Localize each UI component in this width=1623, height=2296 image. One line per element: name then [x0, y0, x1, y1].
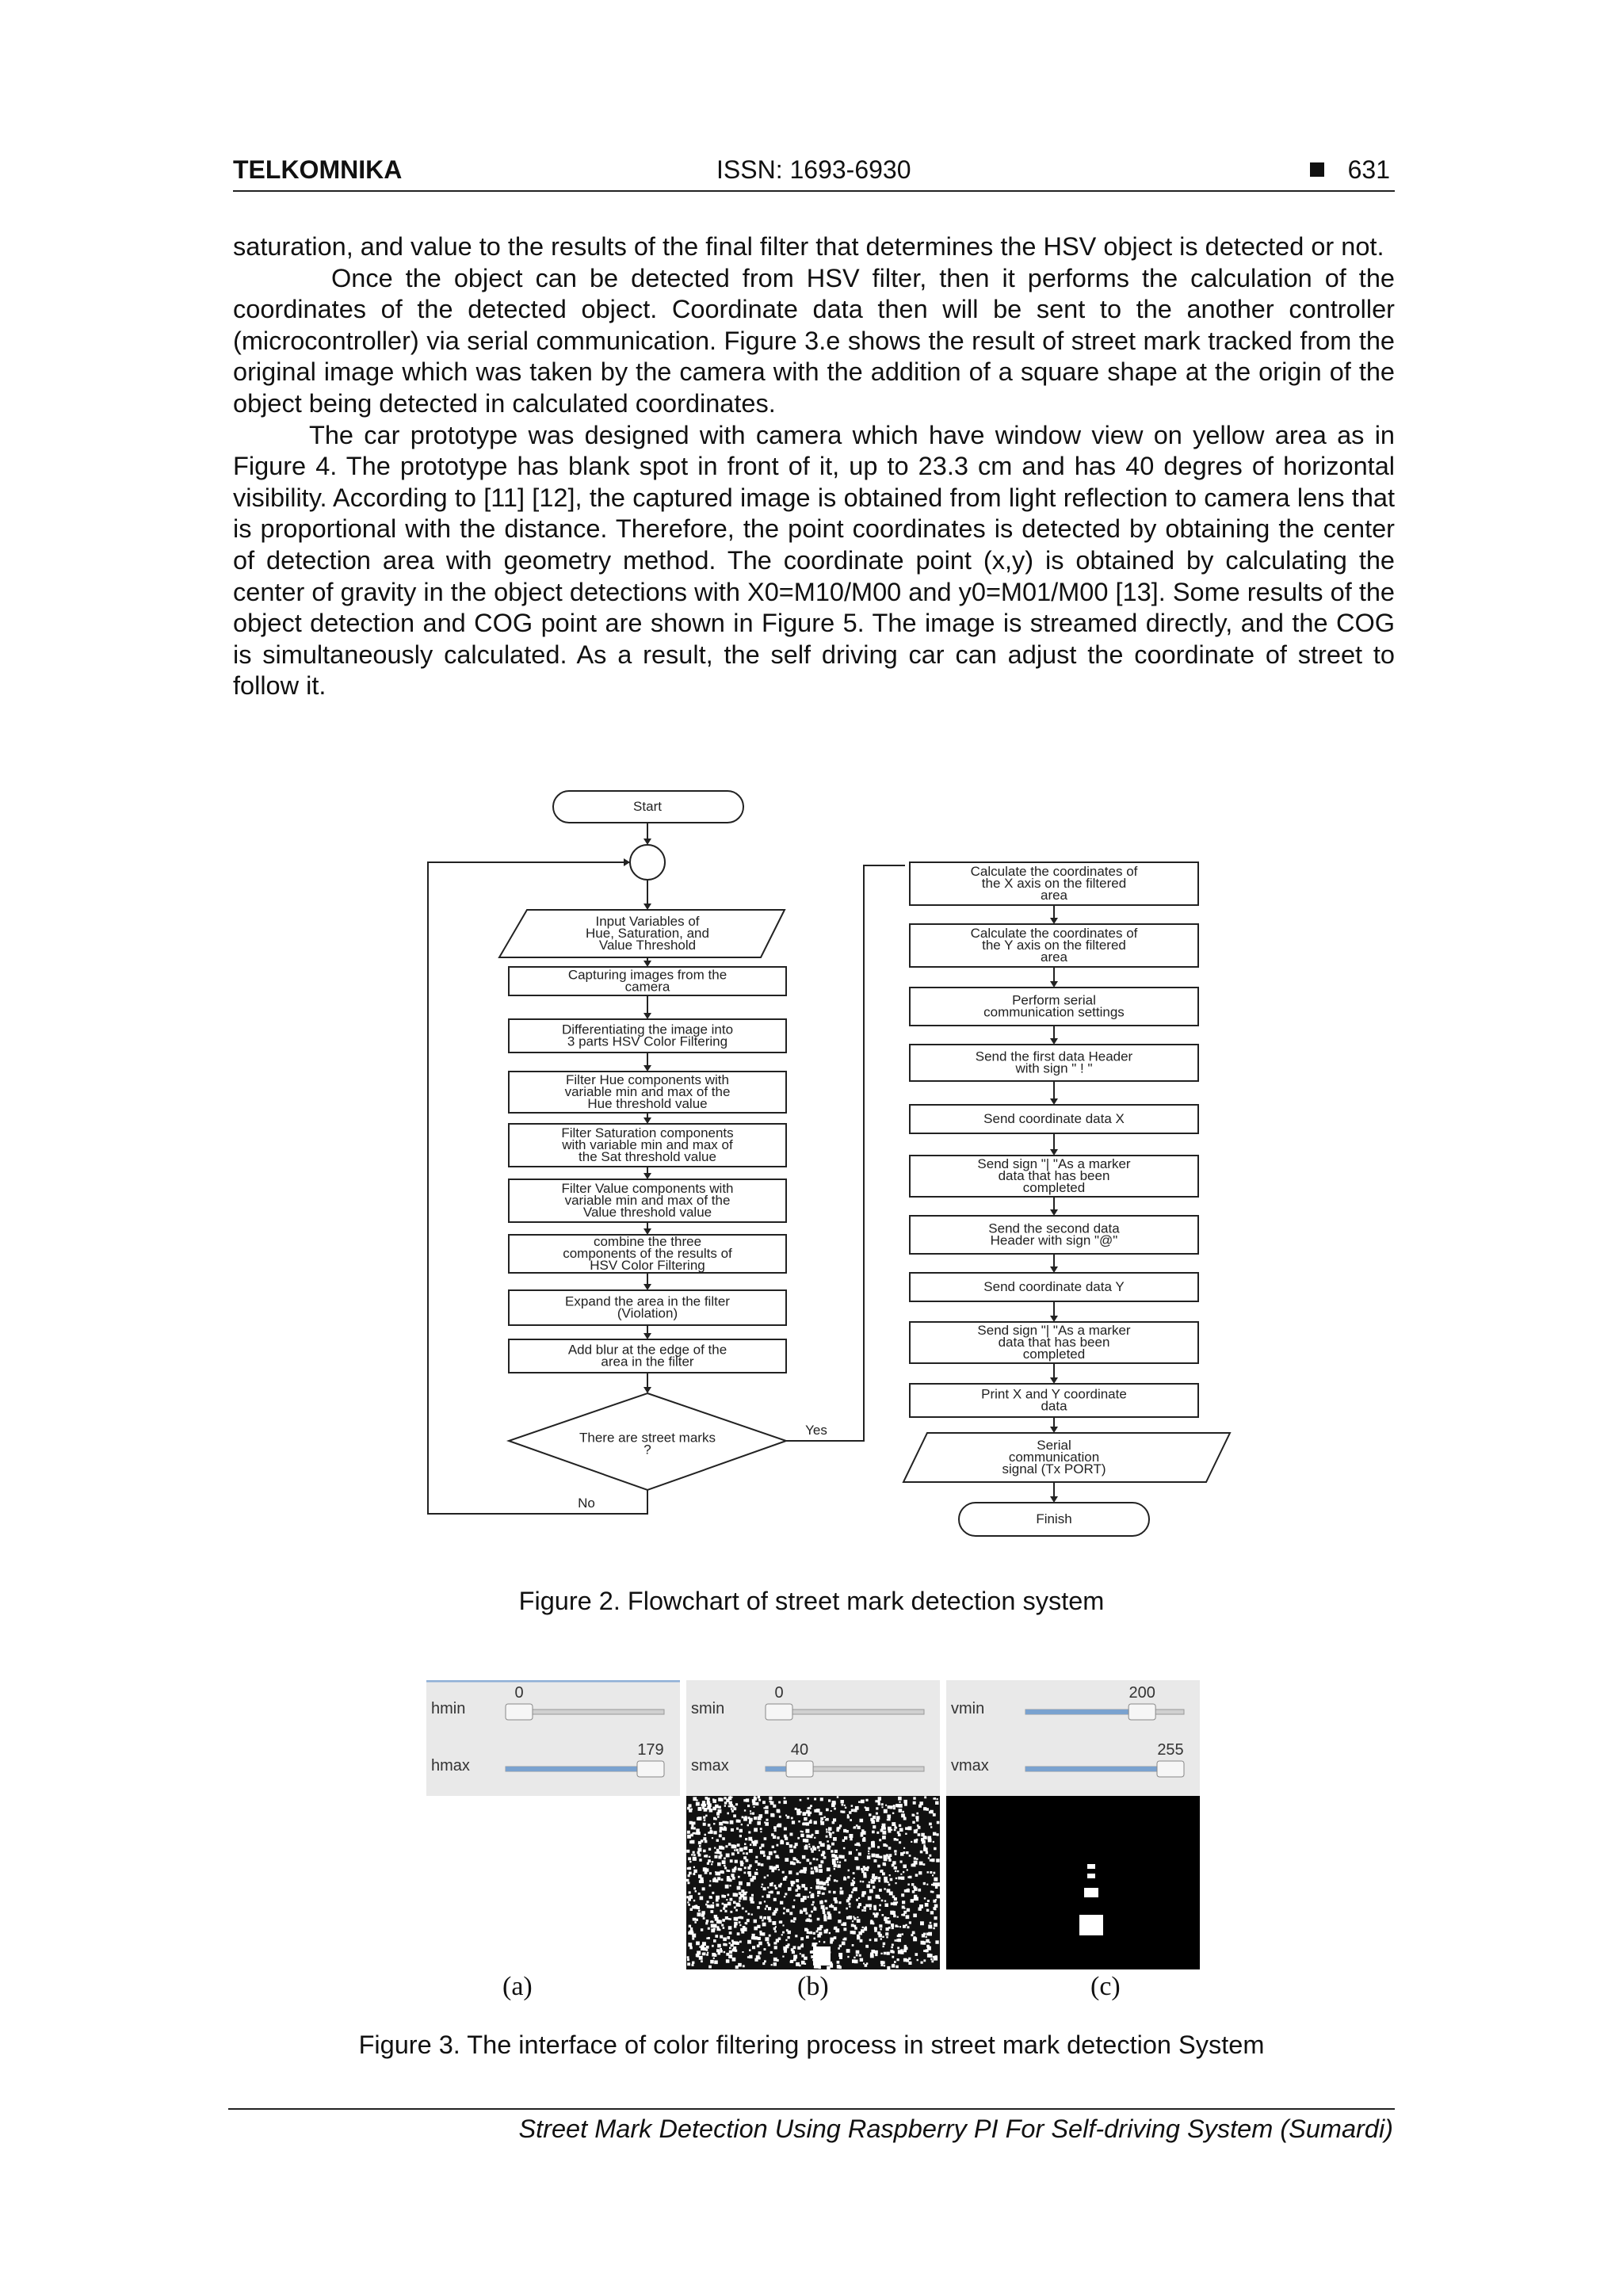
page-number: 631: [1347, 155, 1390, 184]
flow-step-label: Value threshold value: [582, 1205, 712, 1220]
square-bullet-icon: [1310, 162, 1324, 177]
page-header: [233, 155, 1395, 192]
figure3-caption: Figure 3. The interface of color filtering process in street mark detection System: [358, 2030, 1265, 2059]
arrowhead-icon: [1050, 1209, 1058, 1216]
trackbar-name: hmin: [431, 1700, 466, 1717]
arrowhead-icon: [1050, 1266, 1058, 1273]
flow-step-label: Send the second data: [988, 1221, 1120, 1236]
trackbar-value: 0: [514, 1684, 524, 1702]
trackbar-fill: [1025, 1767, 1157, 1771]
flow-step-label: with variable min and max of: [562, 1137, 733, 1152]
trackbar-handle: [1157, 1761, 1184, 1777]
flow-step-label: Capturing images from the: [567, 967, 727, 983]
arrowhead-icon: [1050, 1496, 1058, 1503]
flow-step-label: Value Threshold: [598, 938, 697, 953]
arrowhead-icon: [643, 839, 651, 845]
arrowhead-icon: [643, 1065, 651, 1072]
flow-step-label: Calculate the coordinates of: [970, 926, 1138, 941]
arrowhead-icon: [643, 961, 651, 967]
arrowhead-icon: [1050, 1377, 1058, 1384]
figure2-caption: Figure 2. Flowchart of street mark detection system: [518, 1587, 1105, 1615]
finish-label: Finish: [1036, 1511, 1072, 1526]
blank-image-area: [426, 1796, 680, 1969]
flow-step-label: data: [1041, 1398, 1067, 1414]
flow-step-label: combine the three: [593, 1234, 702, 1249]
trackbar-value: 255: [1157, 1741, 1184, 1759]
arrowhead-icon: [643, 1013, 651, 1019]
flow-step-label: Send coordinate data Y: [983, 1279, 1125, 1294]
flow-step-label: the Sat threshold value: [579, 1149, 716, 1164]
trackbar-name: smin: [691, 1700, 725, 1717]
trackbar-handle: [1128, 1704, 1155, 1720]
trackbar-panel: [686, 1680, 940, 1796]
flow-step-label: Filter Value components with: [561, 1181, 734, 1196]
page-footer: [228, 2108, 1395, 2143]
binary-image-filtered: [946, 1796, 1200, 1969]
flow-step-label: Differentiating the image into: [561, 1022, 734, 1037]
flow-step-label: Print X and Y coordinate: [981, 1386, 1127, 1402]
paragraph-2: Once the object can be detected from HSV filter, then it performs the calculation of the coordinates of the detected object. Coordinate data then will be sent to the another controller (microcontroller) via serial communication. Figure 3.e shows the result of street mark tracked from the original image which was taken by the camera with the addition of a square shape at the origin of the object being detected in calculated coordinates.: [233, 263, 1395, 418]
flow-step-label: area in the filter: [601, 1354, 694, 1370]
arrowhead-icon: [643, 1387, 651, 1393]
flow-step-label: camera: [624, 979, 670, 995]
flow-step-label: variable min and max of the: [564, 1193, 731, 1208]
flow-step-label: Send coordinate data X: [983, 1111, 1125, 1126]
arrowhead-icon: [1050, 1038, 1058, 1045]
trackbar-name: smax: [691, 1757, 729, 1775]
flow-step-label: Expand the area in the filter: [565, 1293, 730, 1309]
start-label: Start: [633, 799, 662, 814]
subfigure-b-label: (b): [797, 1972, 829, 2001]
arrowhead-icon: [643, 1173, 651, 1179]
flow-step-label: Add blur at the edge of the: [567, 1342, 727, 1358]
subfigure-c-label: (c): [1090, 1972, 1121, 2001]
trackbar-fill: [1025, 1710, 1128, 1714]
trackbar-value: 179: [637, 1741, 664, 1759]
trackbar-value: 40: [790, 1741, 809, 1759]
yes-path-line: [786, 865, 905, 1441]
arrowhead-icon: [1050, 1149, 1058, 1156]
flow-step-label: components of the results of: [563, 1246, 732, 1261]
flow-step-label: Serial: [1037, 1438, 1071, 1453]
flow-step-label: variable min and max of the: [564, 1084, 731, 1099]
trackbar-value: 200: [1128, 1684, 1155, 1702]
color-filter-figure: [426, 1680, 1200, 1969]
trackbar-handle: [637, 1761, 664, 1777]
flow-step-label: HSV Color Filtering: [590, 1258, 705, 1273]
trackbar-panel: [946, 1680, 1200, 1796]
trackbar-fill: [506, 1767, 637, 1771]
issn: ISSN: 1693-6930: [716, 155, 911, 184]
arrowhead-icon: [643, 1117, 651, 1124]
flow-step-label: Hue threshold value: [587, 1096, 708, 1111]
arrowhead-icon: [643, 1333, 651, 1339]
decision-label: ?: [643, 1442, 651, 1457]
flow-step-label: data that has been: [998, 1168, 1110, 1183]
flow-step-label: Header with sign "@": [990, 1232, 1118, 1248]
yes-label: Yes: [805, 1423, 827, 1438]
arrowhead-icon: [643, 1284, 651, 1290]
footer-title: Street Mark Detection Using Raspberry PI For Self-driving System (Sumardi): [518, 2115, 1393, 2143]
loop-connector: [630, 845, 665, 880]
flow-step-label: Hue, Saturation, and: [586, 926, 709, 941]
paragraph-1: saturation, and value to the results of the final filter that determines the HSV object is detected or not.: [233, 232, 1384, 261]
flow-step-label: Send the first data Header: [975, 1049, 1133, 1064]
no-label: No: [578, 1496, 595, 1511]
flow-step-label: area: [1040, 888, 1068, 903]
trackbar-name: vmin: [951, 1700, 985, 1717]
arrowhead-icon: [643, 904, 651, 910]
flow-step-label: Filter Saturation components: [561, 1125, 734, 1140]
flow-step-label: data that has been: [998, 1335, 1110, 1350]
flow-step-label: signal (Tx PORT): [1002, 1461, 1106, 1477]
flow-step-label: (Violation): [617, 1305, 678, 1321]
trackbar-value: 0: [774, 1684, 784, 1702]
street-mark-blob: [1087, 1864, 1095, 1869]
arrowhead-icon: [1050, 981, 1058, 988]
flow-step-label: 3 parts HSV Color Filtering: [567, 1033, 728, 1049]
subfigure-a-label: (a): [502, 1972, 533, 2001]
arrowhead-icon: [624, 858, 630, 866]
flow-step-label: Send sign "| "As a marker: [977, 1156, 1131, 1171]
flow-step-label: communication settings: [983, 1004, 1125, 1020]
flow-step-label: area: [1040, 949, 1068, 965]
flow-step-label: Perform serial: [1012, 992, 1096, 1008]
trackbar-name: vmax: [951, 1757, 989, 1775]
arrowhead-icon: [1050, 1316, 1058, 1322]
flow-step-label: completed: [1022, 1180, 1086, 1195]
flow-step-label: Calculate the coordinates of: [970, 864, 1138, 879]
trackbar-fill: [766, 1767, 786, 1771]
flow-step-label: completed: [1022, 1347, 1086, 1362]
arrowhead-icon: [1050, 1427, 1058, 1433]
trackbar-handle: [766, 1704, 792, 1720]
flow-step-label: Input Variables of: [595, 914, 700, 929]
flow-step-label: communication: [1008, 1450, 1100, 1465]
trackbar-panel: [426, 1680, 680, 1796]
flowchart-figure: [420, 785, 1244, 1561]
body-text: [233, 231, 1395, 702]
street-mark-blob: [1079, 1915, 1103, 1935]
flow-step-label: Send sign "| "As a marker: [977, 1323, 1131, 1338]
arrowhead-icon: [1050, 918, 1058, 924]
page-number-group: [1310, 155, 1390, 185]
street-mark-blob: [813, 1946, 831, 1966]
trackbar-handle: [786, 1761, 813, 1777]
flow-step-label: the X axis on the filtered: [981, 876, 1127, 891]
decision-label: There are street marks: [579, 1430, 716, 1446]
flow-step-label: the Y axis on the filtered: [982, 938, 1126, 953]
flow-step-label: Filter Hue components with: [566, 1072, 729, 1087]
journal-name: TELKOMNIKA: [233, 155, 403, 184]
arrowhead-icon: [1050, 1098, 1058, 1105]
street-mark-blob: [1087, 1874, 1095, 1878]
trackbar-handle: [506, 1704, 533, 1720]
flow-step-label: with sign " ! ": [1015, 1060, 1093, 1076]
paragraph-3: The car prototype was designed with camera which have window view on yellow area as in Figure 4. The prototype has blank spot in front of it, up to 23.3 cm and has 40 degres of horizontal visibility. According to [11] [12], the captured image is obtained from light reflection to camera lens that is proportional with the distance. Therefore, the point coordinates is detected by obtaining the center of detection area with geometry method. The coordinate point (x,y) is obtained by calculating the center of gravity in the object detections with X0=M10/M00 and y0=M01/M00 [13]. Some results of the object detection and COG point are shown in Figure 5. The image is streamed directly, and the COG is simultaneously calculated. As a result, the self driving car can adjust the coordinate of street to follow it.: [233, 420, 1395, 701]
street-mark-blob: [1084, 1888, 1098, 1897]
trackbar-name: hmax: [431, 1757, 470, 1775]
